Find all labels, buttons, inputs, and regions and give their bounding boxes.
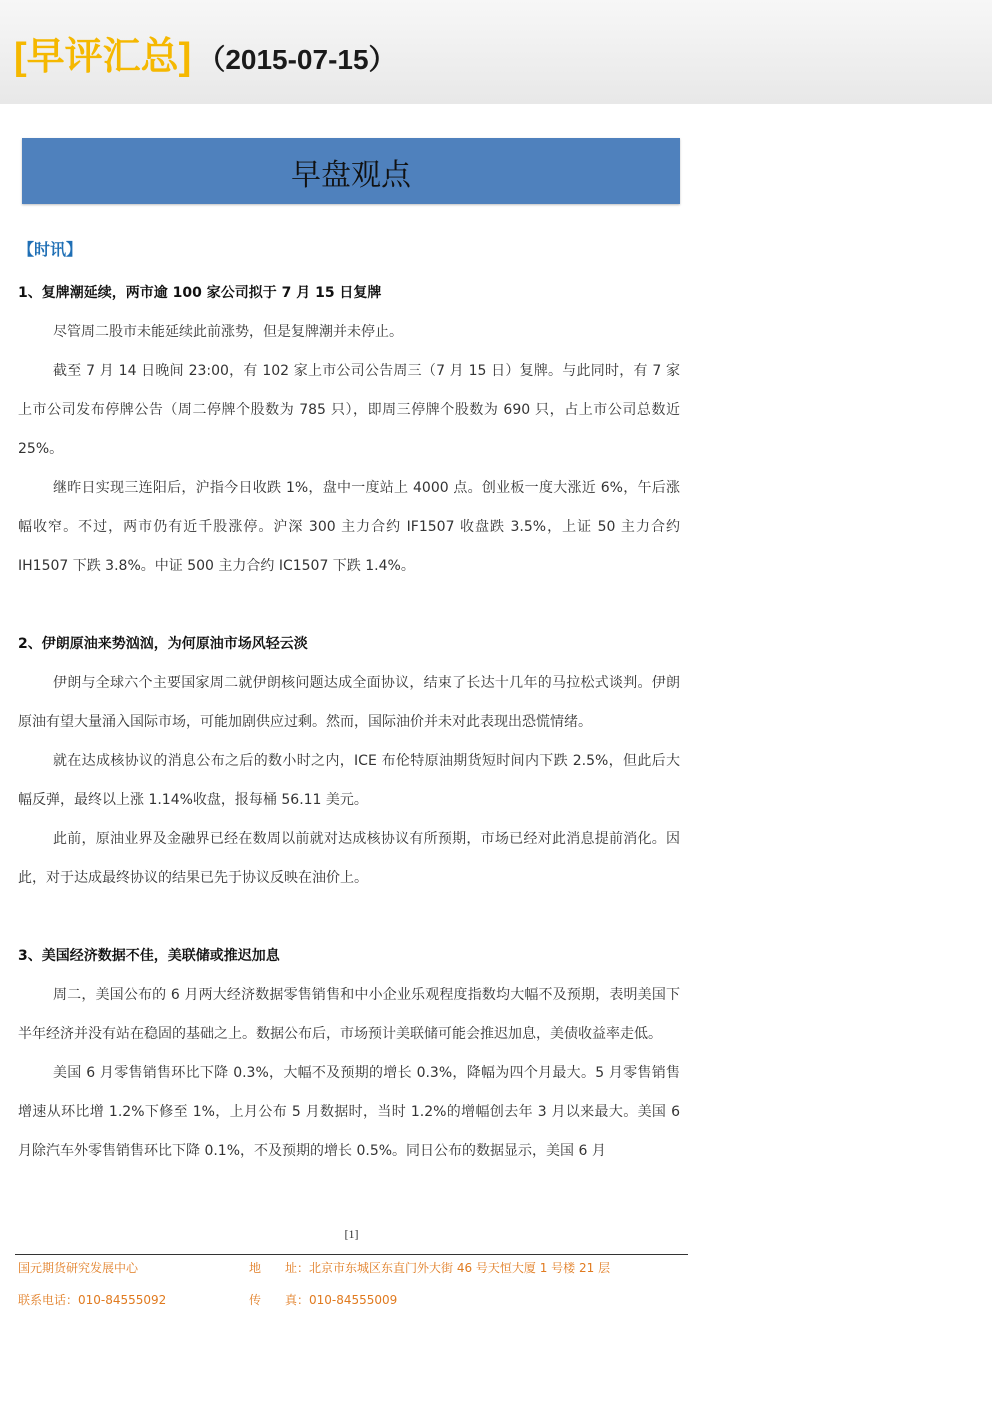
news-item-title: 2、伊朗原油来势汹汹，为何原油市场风轻云淡: [18, 636, 308, 652]
footer-address: 地 址：北京市东城区东直门外大街 46 号天恒大厦 1 号楼 21 层: [249, 1261, 611, 1275]
news-paragraph: 此前，原油业界及金融界已经在数周以前就对达成核协议有所预期，市场已经对此消息提前消化。因此，对于达成最终协议的结果已先于协议反映在油价上。: [18, 831, 680, 886]
news-tag: 【时讯】: [18, 240, 83, 259]
news-item-3: [18, 937, 680, 1171]
news-paragraph: 伊朗与全球六个主要国家周二就伊朗核问题达成全面协议，结束了长达十几年的马拉松式谈判。伊朗原油有望大量涌入国际市场，可能加剧供应过剩。然而，国际油价并未对此表现出恐慌情绪。: [18, 675, 680, 730]
section-spacer: [18, 898, 680, 937]
footer-row: [18, 1258, 688, 1290]
news-paragraph: 尽管周二股市未能延续此前涨势，但是复牌潮并未停止。: [53, 324, 403, 340]
footer-org: 国元期货研究发展中心: [18, 1261, 139, 1275]
footer-divider: [15, 1254, 688, 1255]
news-item-1: [18, 274, 680, 586]
report-date: （2015-07-15）: [197, 44, 397, 75]
article-content: [18, 232, 680, 1171]
footer-phone: 联系电话：010-84555092: [18, 1293, 167, 1307]
page-number: [1]: [344, 1227, 359, 1241]
news-paragraph: 继昨日实现三连阳后，沪指今日收跌 1%，盘中一度站上 4000 点。创业板一度大涨近 6%，午后涨幅收窄。不过，两市仍有近千股涨停。沪深 300 主力合约 IF1507 收盘跌 3.5%，上证 50 主力合约 IH1507 下跌 3.8%。中证 500 主力合约 IC1507 下跌 1.4%。: [18, 480, 680, 574]
news-paragraph: 就在达成核协议的消息公布之后的数小时之内，ICE 布伦特原油期货短时间内下跌 2.5%，但此后大幅反弹，最终以上涨 1.14%收盘，报每桶 56.11 美元。: [18, 753, 680, 808]
news-item-title: 1、复牌潮延续，两市逾 100 家公司拟于 7 月 15 日复牌: [18, 285, 382, 301]
report-title-label: [早评汇总]: [14, 36, 192, 78]
news-paragraph: 截至 7 月 14 日晚间 23:00，有 102 家上市公司公告周三（7 月 15 日）复牌。与此同时，有 7 家上市公司发布停牌公告（周二停牌个股数为 785 只），即周三停牌个股数为 690 只，占上市公司总数近 25%。: [18, 363, 680, 457]
header-band: [0, 0, 992, 104]
news-item-2: [18, 625, 680, 898]
news-item-title: 3、美国经济数据不佳，美联储或推迟加息: [18, 948, 280, 964]
news-paragraph: 周二，美国公布的 6 月两大经济数据零售销售和中小企业乐观程度指数均大幅不及预期，表明美国下半年经济并没有站在稳固的基础之上。数据公布后，市场预计美联储可能会推迟加息，美债收益率走低。: [18, 987, 680, 1042]
section-spacer: [18, 586, 680, 625]
report-title: [14, 34, 397, 87]
footer-row: [18, 1290, 688, 1322]
footer: [18, 1258, 688, 1322]
section-banner-title: 早盘观点: [291, 158, 411, 193]
news-paragraph: 美国 6 月零售销售环比下降 0.3%，大幅不及预期的增长 0.3%，降幅为四个月最大。5 月零售销售增速从环比增 1.2%下修至 1%，上月公布 5 月数据时，当时 1.2%的增幅创去年 3 月以来最大。美国 6 月除汽车外零售销售环比下降 0.1%，不及预期的增长 0.5%。同日公布的数据显示，美国 6 月: [18, 1065, 680, 1159]
section-banner: [22, 138, 680, 204]
footer-fax: 传 真：010-84555009: [249, 1293, 398, 1307]
